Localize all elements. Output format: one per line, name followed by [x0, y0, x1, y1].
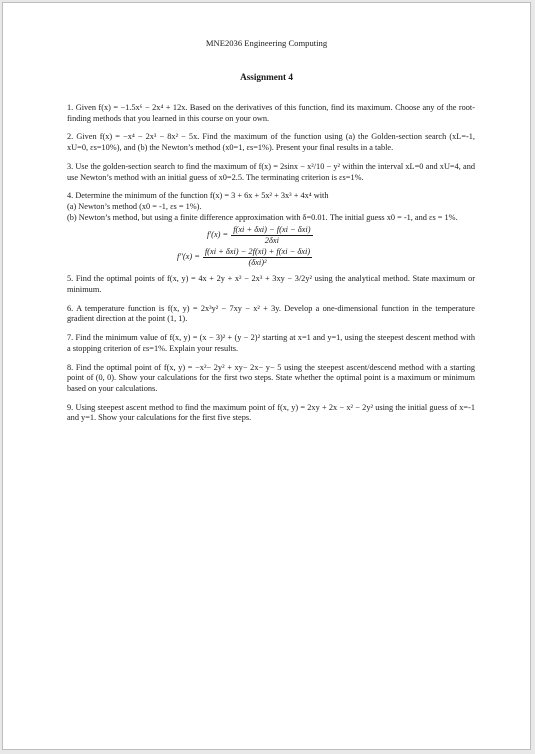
formula-denominator: (δxi)² — [248, 258, 267, 268]
formula-numerator: f(xi + δxi) − f(xi − δxi) — [233, 225, 311, 235]
formula-numerator: f(xi + δxi) − 2f(xi) + f(xi − δxi) — [204, 247, 311, 257]
questions-list — [67, 103, 475, 432]
question-number: 6. — [67, 303, 74, 313]
formula-fraction — [231, 225, 312, 246]
document-page — [2, 2, 531, 750]
question-text: Given f(x) = −x⁴ − 2x³ − 8x² − 5x. Find the maximum of the function using (a) the Golden-section search (xL=-1, xU=0, εs=10%), and (b) the Newton’s method (x0=1, εs=1%). Present your final results in a table. — [67, 132, 475, 153]
question-8 — [67, 363, 475, 395]
question-3 — [67, 162, 475, 183]
question-4-part-a: (a) Newton’s method (x0 = -1, εs = 1%). — [67, 201, 202, 211]
question-number: 8. — [67, 362, 74, 372]
question-5 — [67, 274, 475, 295]
question-4 — [67, 191, 475, 223]
first-derivative-formula — [207, 225, 475, 246]
formula-lhs: f′(x) = — [207, 230, 229, 240]
question-7 — [67, 333, 475, 354]
formula-fraction — [203, 247, 312, 268]
assignment-title: Assignment 4 — [240, 72, 293, 82]
question-number: 1. — [67, 103, 74, 112]
question-1 — [67, 103, 475, 124]
question-4-part-b: (b) Newton’s method, but using a finite difference approximation with δ=0.01. The initial guess x0 = -1, and εs = 1%. — [67, 212, 458, 222]
question-number: 3. — [67, 161, 74, 171]
question-text: Given f(x) = −1.5x⁶ − 2x⁴ + 12x. Based on the derivatives of this function, find its maximum. Choose any of the root-finding methods that you learned in this course on your own. — [67, 103, 476, 123]
question-number: 7. — [67, 333, 74, 343]
question-number: 9. — [67, 402, 74, 412]
question-text: Use the golden-section search to find the maximum of f(x) = 2sinx − x²/10 − y² within the interval xL=0 and xU=4, and use Newton’s method with an initial guess of x0=2.5. The terminating criterion is εs=1%. — [67, 161, 475, 182]
question-6 — [67, 304, 475, 325]
formula-denominator: 2δxi — [264, 236, 279, 246]
formula-lhs: f″(x) = — [177, 252, 200, 262]
question-text: Find the minimum value of f(x, y) = (x − 3)² + (y − 2)² starting at x=1 and y=1, using the steepest descent method with a stopping criterion of εs=1%. Explain your results. — [67, 333, 475, 353]
question-text: Using steepest ascent method to find the maximum point of f(x, y) = 2xy + 2x − x² − 2y² using the initial guess of x=-1 and y=1. Show your calculations for the first five steps. — [67, 402, 475, 423]
question-number: 5. — [67, 274, 74, 284]
second-derivative-formula — [177, 247, 475, 268]
question-2 — [67, 132, 475, 153]
question-text: Determine the minimum of the function f(x) = 3 + 6x + 5x² + 3x³ + 4x⁴ with — [75, 191, 329, 201]
question-number: 2. — [67, 132, 74, 142]
question-text: Find the optimal point of f(x, y) = −x²− 2y² + xy− 2x− y− 5 using the steepest ascent/descend method with a starting point of (0, 0). Show your calculations for the first two steps. State whether the optimal point is a maximum or minimum based on your calculations. — [67, 362, 475, 393]
question-number: 4. — [67, 191, 74, 201]
question-9 — [67, 403, 475, 424]
course-header: MNE2036 Engineering Computing — [205, 38, 328, 48]
question-text: Find the optimal points of f(x, y) = 4x + 2y + x² − 2x³ + 3xy − 3/2y² using the analytical method. State maximum or minimum. — [67, 274, 475, 295]
question-text: A temperature function is f(x, y) = 2x³y² − 7xy − x² + 3y. Develop a one-dimensional function in the temperature gradient direction at the point (1, 1). — [67, 303, 475, 324]
